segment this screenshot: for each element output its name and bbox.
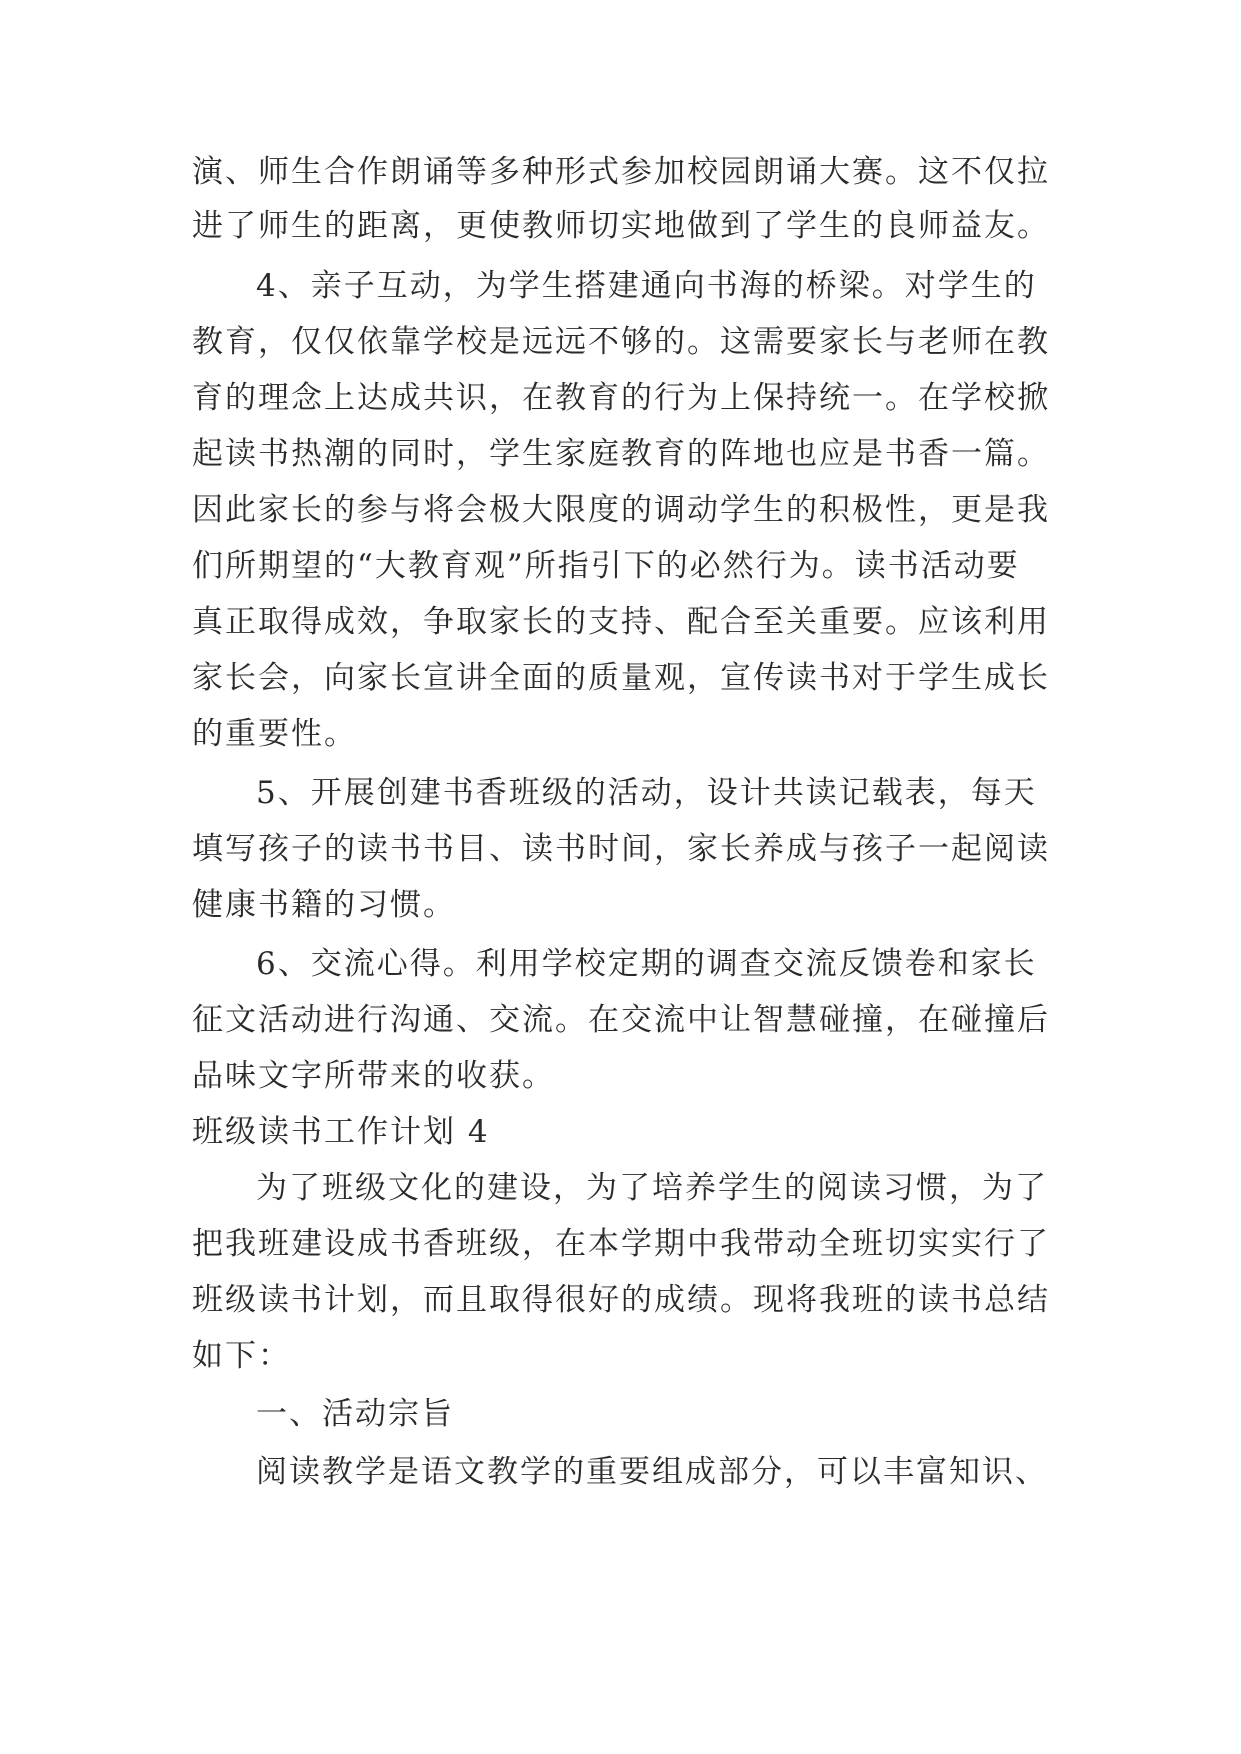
section-heading: 班级读书工作计划 4 [192, 1114, 490, 1150]
text-line-5: 育的理念上达成共识，在教育的行为上保持统一。在学校掀 [192, 380, 1050, 416]
text-line-16: 征文活动进行沟通、交流。在交流中让智慧碰撞，在碰撞后 [192, 1002, 1050, 1038]
subheading-activity-purpose: 一、活动宗旨 [256, 1396, 454, 1432]
text-line-17: 品味文字所带来的收获。 [192, 1058, 555, 1094]
text-line-20: 把我班建设成书香班级，在本学期中我带动全班切实实行了 [192, 1226, 1050, 1262]
text-line-13: 填写孩子的读书书目、读书时间，家长养成与孩子一起阅读 [192, 831, 1050, 867]
text-line-6: 起读书热潮的同时，学生家庭教育的阵地也应是书香一篇。 [192, 436, 1050, 472]
intro-paragraph-start: 为了班级文化的建设，为了培养学生的阅读习惯，为了 [256, 1170, 1048, 1206]
text-line-9: 真正取得成效，争取家长的支持、配合至关重要。应该利用 [192, 604, 1050, 640]
text-line-10: 家长会，向家长宣讲全面的质量观，宣传读书对于学生成长 [192, 660, 1050, 696]
paragraph-5-start: 5、开展创建书香班级的活动，设计共读记载表，每天 [256, 775, 1037, 811]
paragraph-4-start: 4、亲子互动，为学生搭建通向书海的桥梁。对学生的 [256, 268, 1037, 304]
text-line-11: 的重要性。 [192, 716, 357, 752]
text-line-2: 进了师生的距离，更使教师切实地做到了学生的良师益友。 [192, 208, 1050, 244]
text-line-8: 们所期望的“大教育观”所指引下的必然行为。读书活动要 [192, 548, 1020, 584]
text-line-14: 健康书籍的习惯。 [192, 887, 456, 923]
text-line-21: 班级读书计划，而且取得很好的成绩。现将我班的读书总结 [192, 1282, 1050, 1318]
text-line-1: 演、师生合作朗诵等多种形式参加校园朗诵大赛。这不仅拉 [192, 154, 1050, 190]
text-line-22: 如下： [192, 1338, 291, 1374]
paragraph-6-start: 6、交流心得。利用学校定期的调查交流反馈卷和家长 [256, 946, 1037, 982]
text-line-7: 因此家长的参与将会极大限度的调动学生的积极性，更是我 [192, 492, 1050, 528]
text-line-24: 阅读教学是语文教学的重要组成部分，可以丰富知识、 [256, 1454, 1048, 1490]
text-line-4: 教育，仅仅依靠学校是远远不够的。这需要家长与老师在教 [192, 324, 1050, 360]
